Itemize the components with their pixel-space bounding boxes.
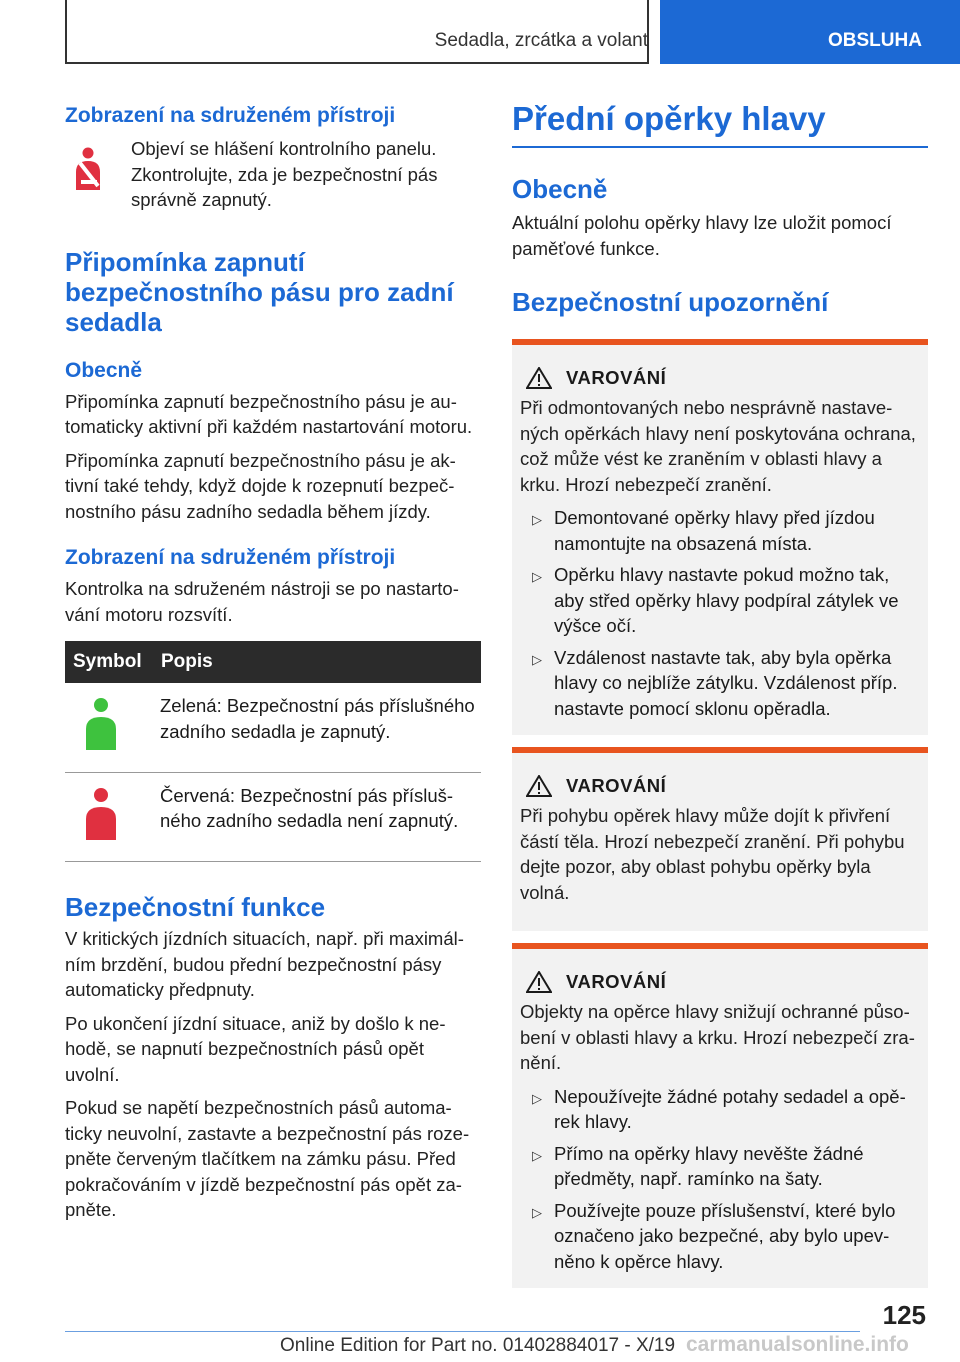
- list-item-text: Nepoužívejte žádné potahy sedadel a opěrek hlavy.: [554, 1085, 906, 1132]
- paragraph: Pokud se napětí bezpečnostních pásů automaticky neuvolní, zastavte a bezpečnostní pás rozepněte červeným tlačítkem na zámku pásu. Před pokračováním v jízdě bezpečnostní pás opět zapněte.: [65, 1097, 470, 1220]
- table-header-symbol: Symbol: [65, 641, 160, 683]
- display-message-row: [65, 136, 481, 213]
- section-title-display: Zobrazení na sdruženém přístroji: [65, 104, 396, 127]
- seatbelt-warning-icon: [65, 136, 131, 197]
- list-item: [520, 645, 920, 722]
- section-title-general: Obecně: [512, 174, 608, 204]
- warning-title: [526, 971, 920, 993]
- footer-edition: Online Edition for Part no. 01402884017 - X/19: [280, 1335, 676, 1356]
- header-tab-label: OBSLUHA: [828, 30, 922, 51]
- warning-box: [512, 339, 928, 735]
- warning-triangle-icon: [526, 775, 552, 797]
- section-title-safety-notes: Bezpečnostní upozornění: [512, 287, 829, 317]
- table-header-description: Popis: [160, 641, 481, 683]
- warning-triangle-icon: [526, 971, 552, 993]
- right-column: [512, 100, 928, 1288]
- warning-label: VAROVÁNÍ: [566, 775, 667, 796]
- list-item: [520, 562, 920, 639]
- bullet-triangle-icon: ▷: [532, 569, 542, 584]
- list-item-text: Demontované opěrky hlavy před jízdou namontujte na obsazená místa.: [554, 507, 875, 554]
- display-message-text: Objeví se hlášení kontrolního panelu. Zkontrolujte, zda je bezpečnostní pás správně zapnutý.: [131, 138, 438, 210]
- list-item: [520, 505, 920, 556]
- paragraph: Po ukončení jízdní situace, aniž by došlo k nehodě, se napnutí bezpečnostních pásů opět uvolní.: [65, 1012, 446, 1085]
- warning-text: Při odmontovaných nebo nesprávně nastavených opěrkách hlavy není poskytována ochrana, což může vést ke zraněním v oblasti hlavy a krku. Hrozí nebezpečí zranění.: [520, 397, 916, 495]
- left-column: [65, 100, 481, 1223]
- table-header-row: [65, 641, 481, 683]
- bullet-triangle-icon: ▷: [532, 651, 542, 667]
- warning-box: [512, 747, 928, 931]
- bullet-triangle-icon: ▷: [532, 512, 542, 527]
- list-item-text: Vzdálenost nastavte tak, aby byla opěrka hlavy co nejblíže zátylku. Vzdálenost příp. nastavte pomocí sklonu opěradla.: [554, 646, 898, 719]
- warning-box: [512, 943, 928, 1288]
- table-cell-description: Zelená: Bezpečnostní pás příslušného zadního sedadla je zapnutý.: [160, 695, 475, 742]
- bullet-triangle-icon: ▷: [532, 1147, 542, 1163]
- paragraph: Připomínka zapnutí bezpečnostního pásu je automaticky aktivní při každém nastartování motoru.: [65, 390, 473, 437]
- header-tab-obsluha[interactable]: [660, 0, 960, 64]
- watermark: carmanualsonline.info: [686, 1333, 909, 1356]
- symbol-table: [65, 641, 481, 862]
- list-item-text: Přímo na opěrky hlavy nevěšte žádné předměty, např. ramínko na šaty.: [554, 1142, 864, 1189]
- section-title-safety-function: Bezpečnostní funkce: [65, 892, 326, 922]
- warning-text: Objekty na opěrce hlavy snižují ochranné působení v oblasti hlavy a krku. Hrozí nebezpečí zranění.: [520, 1001, 915, 1073]
- warning-triangle-icon: [526, 367, 552, 389]
- paragraph: Kontrolka na sdruženém nástroji se po nastartování motoru rozsvítí.: [65, 578, 459, 625]
- header-section-title: Sedadla, zrcátka a volant: [434, 30, 648, 51]
- paragraph: Připomínka zapnutí bezpečnostního pásu je aktivní také tehdy, když dojde k rozepnutí bezpečnostního pásu zadního sedadla během jízdy.: [65, 449, 456, 522]
- page-number: 125: [882, 1300, 926, 1330]
- subsection-title-general: Obecně: [65, 358, 143, 382]
- paragraph: Aktuální polohu opěrky hlavy lze uložit pomocí paměťové funkce.: [512, 212, 892, 259]
- seatbelt-red-icon: [65, 772, 160, 862]
- page-title: Přední opěrky hlavy: [512, 100, 826, 137]
- warning-label: VAROVÁNÍ: [566, 367, 667, 388]
- table-cell-description: Červená: Bezpečnostní pás příslušného zadního sedadla není zapnutý.: [160, 784, 459, 831]
- table-row: [65, 772, 481, 862]
- title-divider: [512, 146, 928, 148]
- warning-text: Při pohybu opěrek hlavy může dojít k přivření částí těla. Hrozí nebezpečí zranění. Při pohybu dejte pozor, aby oblast pohybu opěrky byla volná.: [520, 805, 905, 903]
- bullet-triangle-icon: ▷: [532, 1090, 542, 1106]
- warning-label: VAROVÁNÍ: [566, 971, 667, 992]
- section-title-rear-reminder: Připomínka zapnutí bezpečnostního pásu pro zadní sedadla: [65, 246, 454, 337]
- list-item-text: Opěrku hlavy nastavte pokud možno tak, aby střed opěrky hlavy podpíral zátylek ve výšce očí.: [554, 564, 899, 636]
- table-row: [65, 683, 481, 772]
- paragraph: V kritických jízdních situacích, např. při maximálním brzdění, budou přední bezpečnostní pásy automaticky předpnuty.: [65, 928, 464, 1000]
- footer-divider: [65, 1331, 860, 1332]
- list-item: [520, 1141, 920, 1192]
- subsection-title-display: Zobrazení na sdruženém přístroji: [65, 546, 396, 569]
- list-item: [520, 1198, 920, 1275]
- list-item: [520, 1084, 920, 1135]
- seatbelt-green-icon: [65, 683, 160, 772]
- list-item-text: Používejte pouze příslušenství, které bylo označeno jako bezpečné, aby bylo upevněno k opěrce hlavy.: [554, 1199, 896, 1272]
- bullet-triangle-icon: ▷: [532, 1204, 542, 1220]
- warning-title: [526, 367, 920, 389]
- warning-title: [526, 775, 920, 797]
